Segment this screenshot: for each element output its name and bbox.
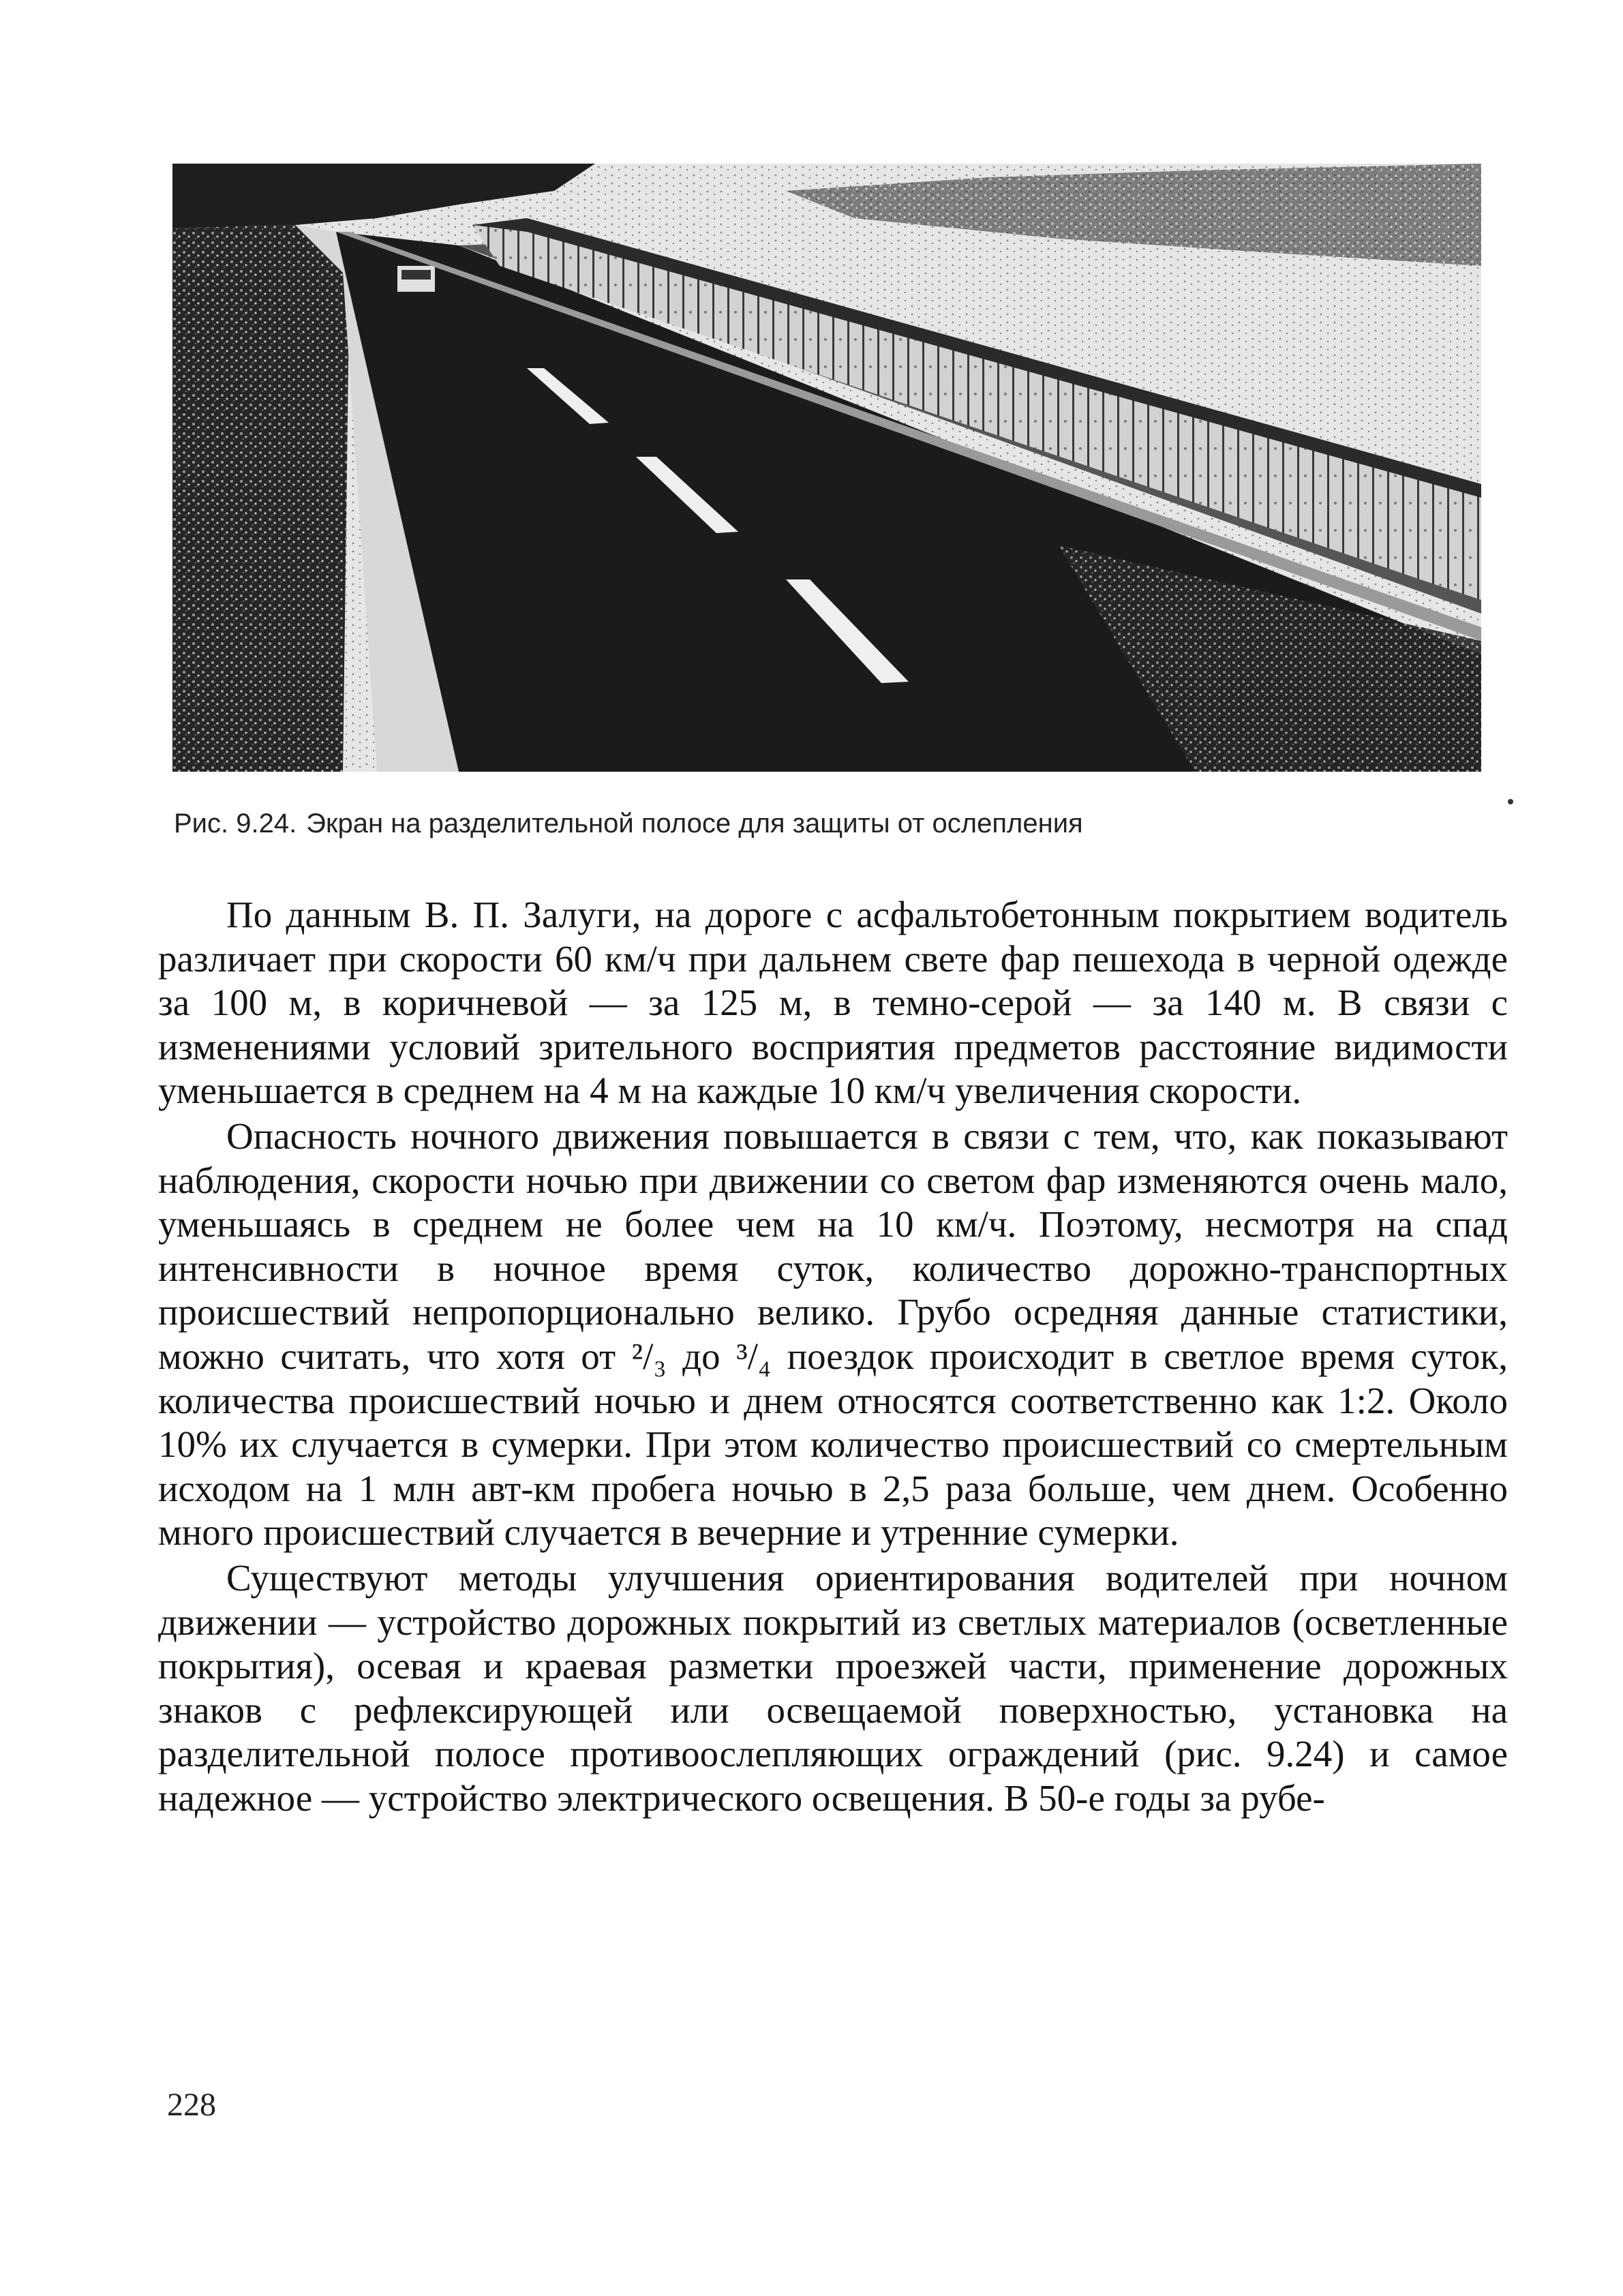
figure-caption-text: Экран на разделительной полосе для защиты от ослепления [306,809,1083,839]
paragraph-2: Опасность ночного движения повышается в связи с тем, что, как показывают наблюдения, скорости ночью при движении со светом фар изменяются очень мало, уменьшаясь в среднем не более чем на 10 км/ч. Поэтому, несмотря на спад интенсивности в ночное время суток, количество дорожно-транспортных происшествий непропорционально велико. Грубо осредняя данные статистики, можно считать, что хотя от ²/₃ до ³/₄ поездок происходит в светлое время суток, количества происшествий ночью и днем относятся соответственно как 1:2. Около 10% их случается в сумерки. При этом количество происшествий со смертельным исходом на 1 млн авт-км пробега ночью в 2,5 раза больше, чем днем. Особенно много происшествий случается в вечерние и утренние сумерки. [158,1115,1508,1554]
paragraph-1: По данным В. П. Залуги, на дороге с асфальтобетонным покрытием водитель различает при скорости 60 км/ч при дальнем свете фар пешехода в черной одежде за 100 м, в коричневой — за 125 м, в темно-серой — за 140 м. В связи с изменениями условий зрительного восприятия предметов расстояние видимости уменьшается в среднем на 4 м на каждые 10 км/ч увеличения скорости. [158,894,1508,1112]
highway-anti-glare-screen-illustration [172,164,1481,772]
page-number: 228 [167,2087,216,2123]
margin-dot [1508,799,1513,804]
figure-photo [172,164,1481,772]
figure-caption [174,806,1469,841]
paragraph-3: Существуют методы улучшения ориентирования водителей при ночном движении — устройство дорожных покрытий из светлых материалов (осветленные покрытия), осевая и краевая разметки проезжей части, применение дорожных знаков с рефлексирующей или освещаемой поверхностью, установка на разделительной полосе противоослепляющих ограждений (рис. 9.24) и самое надежное — устройство электрического освещения. В 50-е годы за рубе- [158,1556,1508,1819]
body-text [158,893,1508,1822]
figure-number: Рис. 9.24. [174,809,297,839]
